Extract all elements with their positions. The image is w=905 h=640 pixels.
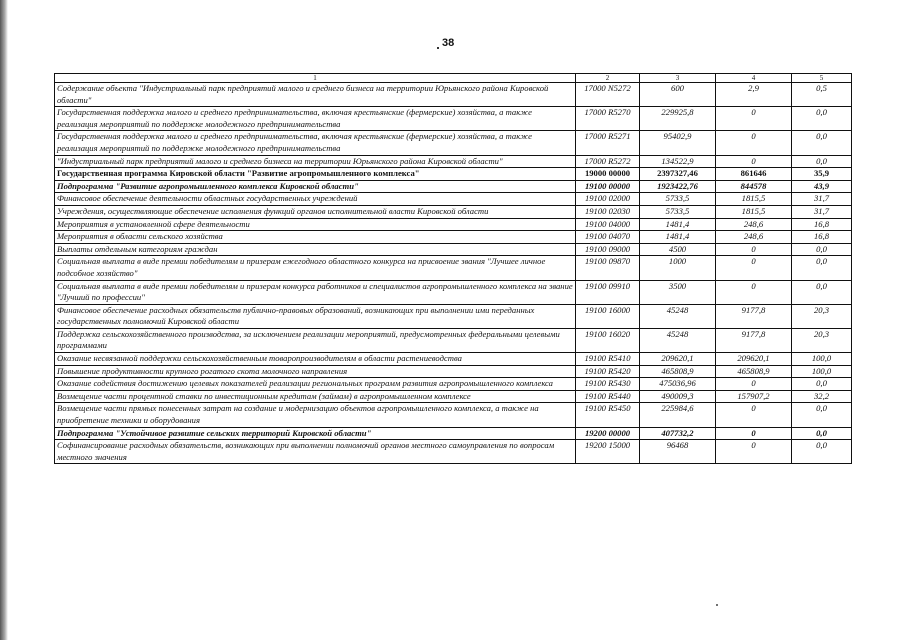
- table-row: [55, 83, 852, 107]
- row-code: 19100 R5440: [576, 390, 640, 403]
- row-executed-amount: 861646: [716, 168, 792, 181]
- header-row: [55, 74, 852, 83]
- row-code: 19100 00000: [576, 180, 640, 193]
- budget-table: [54, 73, 852, 464]
- row-executed-amount: 157907,2: [716, 390, 792, 403]
- table-body: [55, 83, 852, 464]
- row-description: Подпрограмма "Развитие агропромышленного комплекса Кировской области": [55, 180, 576, 193]
- row-code: 19100 16020: [576, 328, 640, 352]
- row-planned-amount: 1000: [640, 256, 716, 280]
- table-row: [55, 131, 852, 155]
- table-row: [55, 243, 852, 256]
- row-planned-amount: 3500: [640, 280, 716, 304]
- table-row: [55, 390, 852, 403]
- row-planned-amount: 407732,2: [640, 427, 716, 440]
- row-code: 19100 16000: [576, 304, 640, 328]
- row-description: Учреждения, осуществляющие обеспечение исполнения функций органов исполнительной власти Кировской области: [55, 205, 576, 218]
- row-code: 19200 15000: [576, 440, 640, 464]
- row-description: Финансовое обеспечение деятельности областных государственных учреждений: [55, 193, 576, 206]
- table-row: [55, 378, 852, 391]
- row-planned-amount: 1923422,76: [640, 180, 716, 193]
- row-code: 19100 R5420: [576, 365, 640, 378]
- row-code: 19100 09910: [576, 280, 640, 304]
- scan-edge-shadow: [0, 0, 8, 640]
- row-description: "Индустриальный парк предприятий малого и среднего бизнеса на территории Юрьянского района Кировской области": [55, 155, 576, 168]
- row-planned-amount: 2397327,46: [640, 168, 716, 181]
- row-code: 19100 R5430: [576, 378, 640, 391]
- row-planned-amount: 134522,9: [640, 155, 716, 168]
- header-cell: 4: [716, 74, 792, 83]
- row-planned-amount: 209620,1: [640, 353, 716, 366]
- row-executed-amount: 0: [716, 107, 792, 131]
- row-code: 19200 00000: [576, 427, 640, 440]
- row-planned-amount: 45248: [640, 328, 716, 352]
- table-row: [55, 440, 852, 464]
- scan-speck: [716, 604, 718, 606]
- row-planned-amount: 5733,5: [640, 193, 716, 206]
- header-cell: 1: [55, 74, 576, 83]
- row-percent: 20,3: [792, 328, 852, 352]
- table-row: [55, 107, 852, 131]
- row-executed-amount: 0: [716, 280, 792, 304]
- row-executed-amount: 9177,8: [716, 328, 792, 352]
- row-executed-amount: 844578: [716, 180, 792, 193]
- row-planned-amount: 490009,3: [640, 390, 716, 403]
- table-row: [55, 304, 852, 328]
- row-percent: 0,0: [792, 107, 852, 131]
- row-description: Мероприятия в установленной сфере деятельности: [55, 218, 576, 231]
- row-planned-amount: 5733,5: [640, 205, 716, 218]
- row-percent: 0,0: [792, 427, 852, 440]
- row-code: 19100 R5410: [576, 353, 640, 366]
- row-code: 19100 09870: [576, 256, 640, 280]
- table-row: [55, 280, 852, 304]
- row-planned-amount: 229925,8: [640, 107, 716, 131]
- table-row: [55, 231, 852, 244]
- row-code: 19000 00000: [576, 168, 640, 181]
- row-description: Государственная программа Кировской области "Развитие агропромышленного комплекса": [55, 168, 576, 181]
- row-percent: 0,0: [792, 243, 852, 256]
- table-row: [55, 168, 852, 181]
- row-description: Социальная выплата в виде премии победителям и призерам конкурса работников и специалистов агропромышленного комплекса на звание "Лучший по профессии": [55, 280, 576, 304]
- row-percent: 35,9: [792, 168, 852, 181]
- row-planned-amount: 95402,9: [640, 131, 716, 155]
- row-planned-amount: 45248: [640, 304, 716, 328]
- row-percent: 100,0: [792, 365, 852, 378]
- row-description: Социальная выплата в виде премии победителям и призерам ежегодного областного конкурса на присвоение звания "Лучшее личное подсобное хозяйство": [55, 256, 576, 280]
- header-cell: 5: [792, 74, 852, 83]
- row-code: 19100 02030: [576, 205, 640, 218]
- row-code: 17000 N5272: [576, 83, 640, 107]
- row-percent: 0,0: [792, 155, 852, 168]
- row-code: 17000 R5271: [576, 131, 640, 155]
- row-percent: 0,0: [792, 378, 852, 391]
- row-percent: 0,0: [792, 280, 852, 304]
- row-code: 17000 R5270: [576, 107, 640, 131]
- row-executed-amount: 0: [716, 155, 792, 168]
- row-description: Мероприятия в области сельского хозяйства: [55, 231, 576, 244]
- row-executed-amount: 2,9: [716, 83, 792, 107]
- table-row: [55, 218, 852, 231]
- row-planned-amount: 225984,6: [640, 403, 716, 427]
- row-executed-amount: 0: [716, 427, 792, 440]
- row-executed-amount: 0: [716, 440, 792, 464]
- row-planned-amount: 1481,4: [640, 231, 716, 244]
- table-row: [55, 205, 852, 218]
- table-row: [55, 155, 852, 168]
- row-percent: 16,8: [792, 218, 852, 231]
- row-percent: 32,2: [792, 390, 852, 403]
- row-description: Повышение продуктивности крупного рогатого скота молочного направления: [55, 365, 576, 378]
- row-percent: 31,7: [792, 193, 852, 206]
- row-code: 19100 04070: [576, 231, 640, 244]
- scan-mark: [437, 47, 439, 49]
- row-percent: 31,7: [792, 205, 852, 218]
- row-percent: 20,3: [792, 304, 852, 328]
- row-executed-amount: 1815,5: [716, 205, 792, 218]
- row-description: Содержание объекта "Индустриальный парк предприятий малого и среднего бизнеса на территории Юрьянского района Кировской области": [55, 83, 576, 107]
- row-percent: 16,8: [792, 231, 852, 244]
- row-description: Возмещение части прямых понесенных затрат на создание и модернизацию объектов агропромышленного комплекса, а также на приобретение техники и оборудования: [55, 403, 576, 427]
- row-description: Поддержка сельскохозяйственного производства, за исключением реализации мероприятий, предусмотренных федеральными целевыми программами: [55, 328, 576, 352]
- row-description: Государственная поддержка малого и среднего предпринимательства, включая крестьянские (фермерские) хозяйства, а также реализация мероприятий по поддержке молодежного предпринимательства: [55, 107, 576, 131]
- header-cell: 2: [576, 74, 640, 83]
- table-row: [55, 353, 852, 366]
- row-code: 19100 R5450: [576, 403, 640, 427]
- row-description: Оказание содействия достижению целевых показателей реализации региональных программ развития агропромышленного комплекса: [55, 378, 576, 391]
- row-code: 19100 04000: [576, 218, 640, 231]
- table-row: [55, 193, 852, 206]
- row-executed-amount: 0: [716, 243, 792, 256]
- row-percent: 43,9: [792, 180, 852, 193]
- row-executed-amount: 465808,9: [716, 365, 792, 378]
- row-executed-amount: 209620,1: [716, 353, 792, 366]
- row-executed-amount: 0: [716, 403, 792, 427]
- table-row: [55, 328, 852, 352]
- row-percent: 0,0: [792, 256, 852, 280]
- row-code: 19100 02000: [576, 193, 640, 206]
- row-executed-amount: 0: [716, 378, 792, 391]
- row-executed-amount: 0: [716, 256, 792, 280]
- row-description: Государственная поддержка малого и среднего предпринимательства, включая крестьянские (фермерские) хозяйства, а также реализация мероприятий по поддержке молодежного предпринимательства: [55, 131, 576, 155]
- row-planned-amount: 96468: [640, 440, 716, 464]
- table-row: [55, 365, 852, 378]
- row-description: Финансовое обеспечение расходных обязательств публично-правовых образований, возникающих при выполнении ими переданных государственных полномочий Кировской области: [55, 304, 576, 328]
- row-description: Подпрограмма "Устойчивое развитие сельских территорий Кировской области": [55, 427, 576, 440]
- row-percent: 0,0: [792, 131, 852, 155]
- row-percent: 0,0: [792, 403, 852, 427]
- header-cell: 3: [640, 74, 716, 83]
- row-percent: 100,0: [792, 353, 852, 366]
- table-row: [55, 180, 852, 193]
- row-percent: 0,5: [792, 83, 852, 107]
- row-description: Возмещение части процентной ставки по инвестиционным кредитам (займам) в агропромышленном комплексе: [55, 390, 576, 403]
- row-executed-amount: 248,6: [716, 218, 792, 231]
- row-code: 19100 09000: [576, 243, 640, 256]
- table-row: [55, 256, 852, 280]
- row-planned-amount: 475036,96: [640, 378, 716, 391]
- table-row: [55, 403, 852, 427]
- row-description: Софинансирование расходных обязательств, возникающих при выполнении полномочий органов местного самоуправления по вопросам местного значения: [55, 440, 576, 464]
- row-planned-amount: 465808,9: [640, 365, 716, 378]
- row-planned-amount: 4500: [640, 243, 716, 256]
- row-executed-amount: 248,6: [716, 231, 792, 244]
- row-executed-amount: 0: [716, 131, 792, 155]
- row-executed-amount: 1815,5: [716, 193, 792, 206]
- table-row: [55, 427, 852, 440]
- row-description: Выплаты отдельным категориям граждан: [55, 243, 576, 256]
- row-description: Оказание несвязанной поддержки сельскохозяйственным товаропроизводителям в области растениеводства: [55, 353, 576, 366]
- row-code: 17000 R5272: [576, 155, 640, 168]
- page-number: 38: [442, 37, 455, 49]
- row-planned-amount: 600: [640, 83, 716, 107]
- row-planned-amount: 1481,4: [640, 218, 716, 231]
- row-percent: 0,0: [792, 440, 852, 464]
- row-executed-amount: 9177,8: [716, 304, 792, 328]
